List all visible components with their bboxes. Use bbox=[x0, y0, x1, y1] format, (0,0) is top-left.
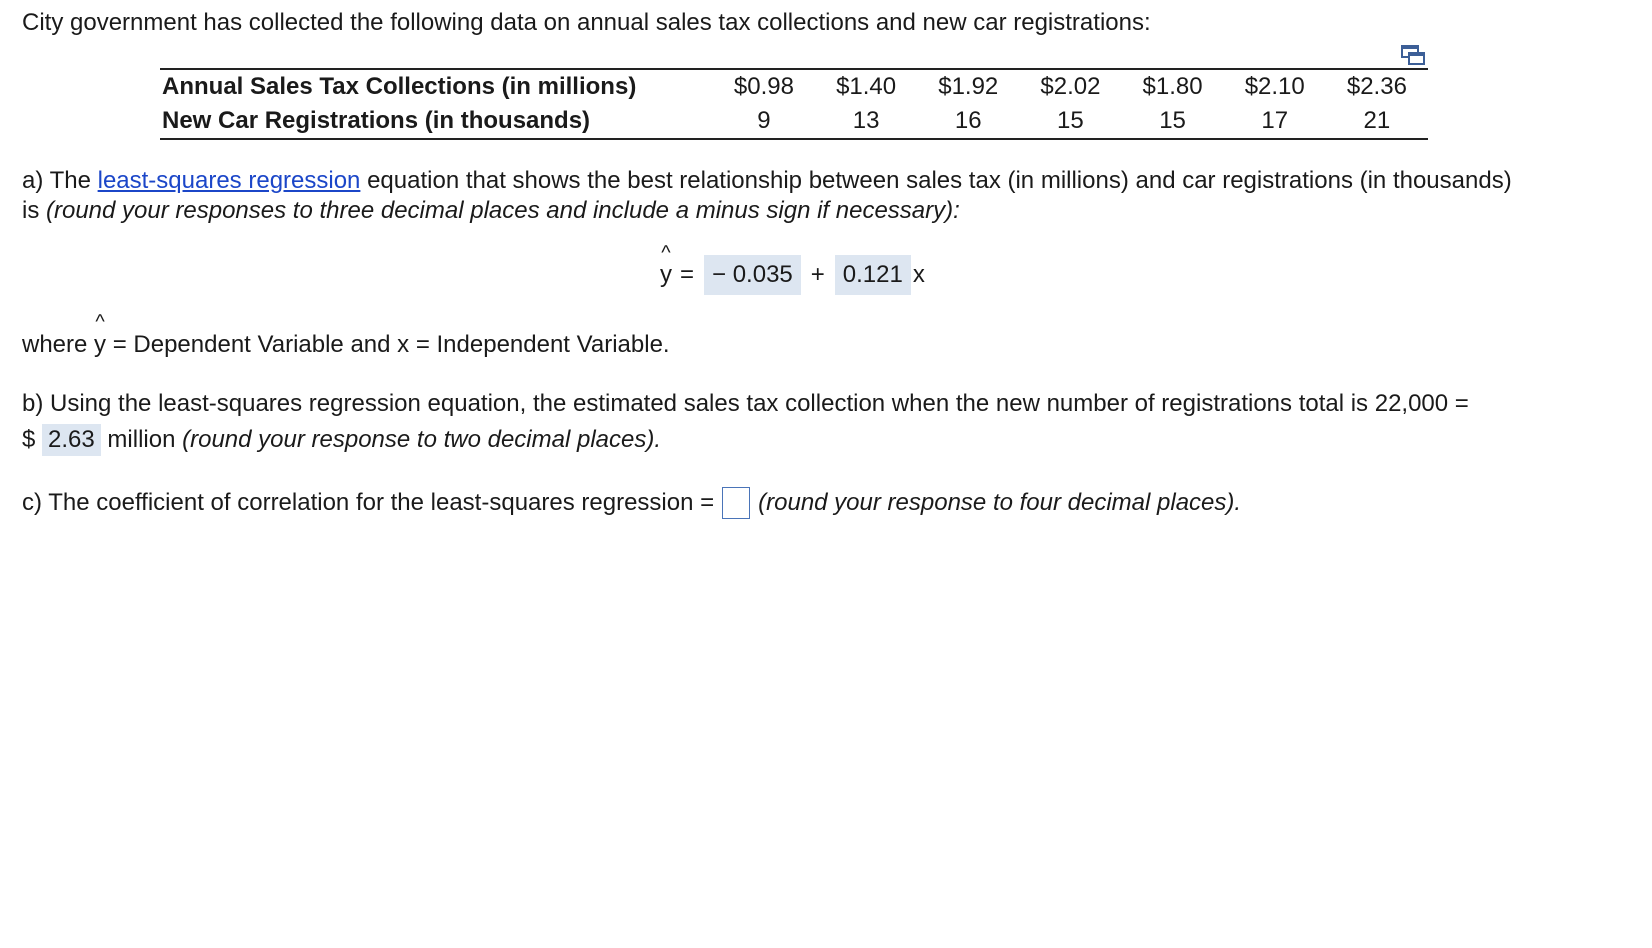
least-squares-regression-link[interactable]: least-squares regression bbox=[97, 167, 361, 194]
table-cell: 15 bbox=[1057, 107, 1084, 134]
y-hat-letter: y bbox=[94, 331, 107, 358]
where-prefix: where bbox=[22, 331, 95, 358]
intercept-answer[interactable]: − 0.035 bbox=[704, 255, 801, 295]
hat-caret: ^ bbox=[661, 242, 671, 264]
correlation-input[interactable] bbox=[722, 487, 750, 519]
equals-sign: = bbox=[680, 261, 695, 288]
data-table-container bbox=[160, 68, 1428, 140]
table-cell: 16 bbox=[954, 107, 982, 134]
hat-caret: ^ bbox=[95, 311, 105, 333]
part-b-line2 bbox=[22, 422, 1469, 458]
part-a-line2 bbox=[22, 196, 1512, 226]
y-hat-letter: y bbox=[660, 261, 672, 288]
table-cell: $1.40 bbox=[836, 73, 897, 100]
table-cell: $1.92 bbox=[938, 73, 999, 100]
unit-label: million bbox=[107, 426, 176, 453]
where-statement bbox=[22, 311, 670, 360]
table-cell: 15 bbox=[1159, 107, 1186, 134]
y-hat-symbol bbox=[94, 311, 107, 360]
table-cell: $1.80 bbox=[1142, 73, 1203, 100]
table-cell: 13 bbox=[852, 107, 880, 134]
table-cell: $0.98 bbox=[733, 73, 794, 100]
copy-icon[interactable] bbox=[1400, 44, 1426, 66]
table-cell: 21 bbox=[1363, 107, 1391, 134]
table-row bbox=[160, 104, 1428, 139]
part-b-instruction: (round your response to two decimal places). bbox=[182, 426, 662, 453]
part-c-question bbox=[22, 486, 1241, 520]
row-label-car-registrations: New Car Registrations (in thousands) bbox=[162, 107, 591, 134]
part-c-text: c) The coefficient of correlation for the least-squares regression = bbox=[22, 489, 715, 516]
part-a-instruction: (round your responses to three decimal places and include a minus sign if necessary): bbox=[46, 197, 960, 224]
row-label-sales-tax: Annual Sales Tax Collections (in millions) bbox=[162, 73, 637, 100]
table-cell: $2.10 bbox=[1244, 73, 1305, 100]
table-cell: $2.02 bbox=[1040, 73, 1101, 100]
x-variable: x bbox=[912, 261, 925, 288]
table-row bbox=[160, 69, 1428, 104]
currency-symbol: $ bbox=[22, 426, 36, 453]
part-a-suffix: equation that shows the best relationship between sales tax (in millions) and car registrations (in thousands) bbox=[360, 167, 1512, 194]
part-b-question bbox=[22, 386, 1469, 458]
part-a-line2-plain: is bbox=[22, 197, 46, 224]
table-cell: 9 bbox=[757, 107, 771, 134]
slope-answer[interactable]: 0.121 bbox=[835, 255, 911, 295]
part-c-instruction: (round your response to four decimal places). bbox=[758, 489, 1242, 516]
part-a-prefix: a) The bbox=[22, 167, 98, 194]
part-a-question bbox=[22, 166, 1512, 226]
plus-sign: + bbox=[810, 261, 825, 288]
estimate-answer[interactable]: 2.63 bbox=[42, 424, 101, 456]
y-hat-symbol bbox=[660, 242, 672, 289]
where-suffix: = Dependent Variable and x = Independent Variable. bbox=[106, 331, 670, 358]
table-cell: 17 bbox=[1261, 107, 1289, 134]
regression-equation bbox=[660, 242, 925, 296]
table-cell: $2.36 bbox=[1346, 73, 1407, 100]
part-b-line1: b) Using the least-squares regression equation, the estimated sales tax collection when the new number of registrations total is 22,000 = bbox=[22, 390, 1469, 417]
data-table bbox=[160, 68, 1428, 140]
part-a-line1 bbox=[22, 166, 1512, 196]
intro-text: City government has collected the following data on annual sales tax collections and new car registrations: bbox=[22, 9, 1151, 36]
